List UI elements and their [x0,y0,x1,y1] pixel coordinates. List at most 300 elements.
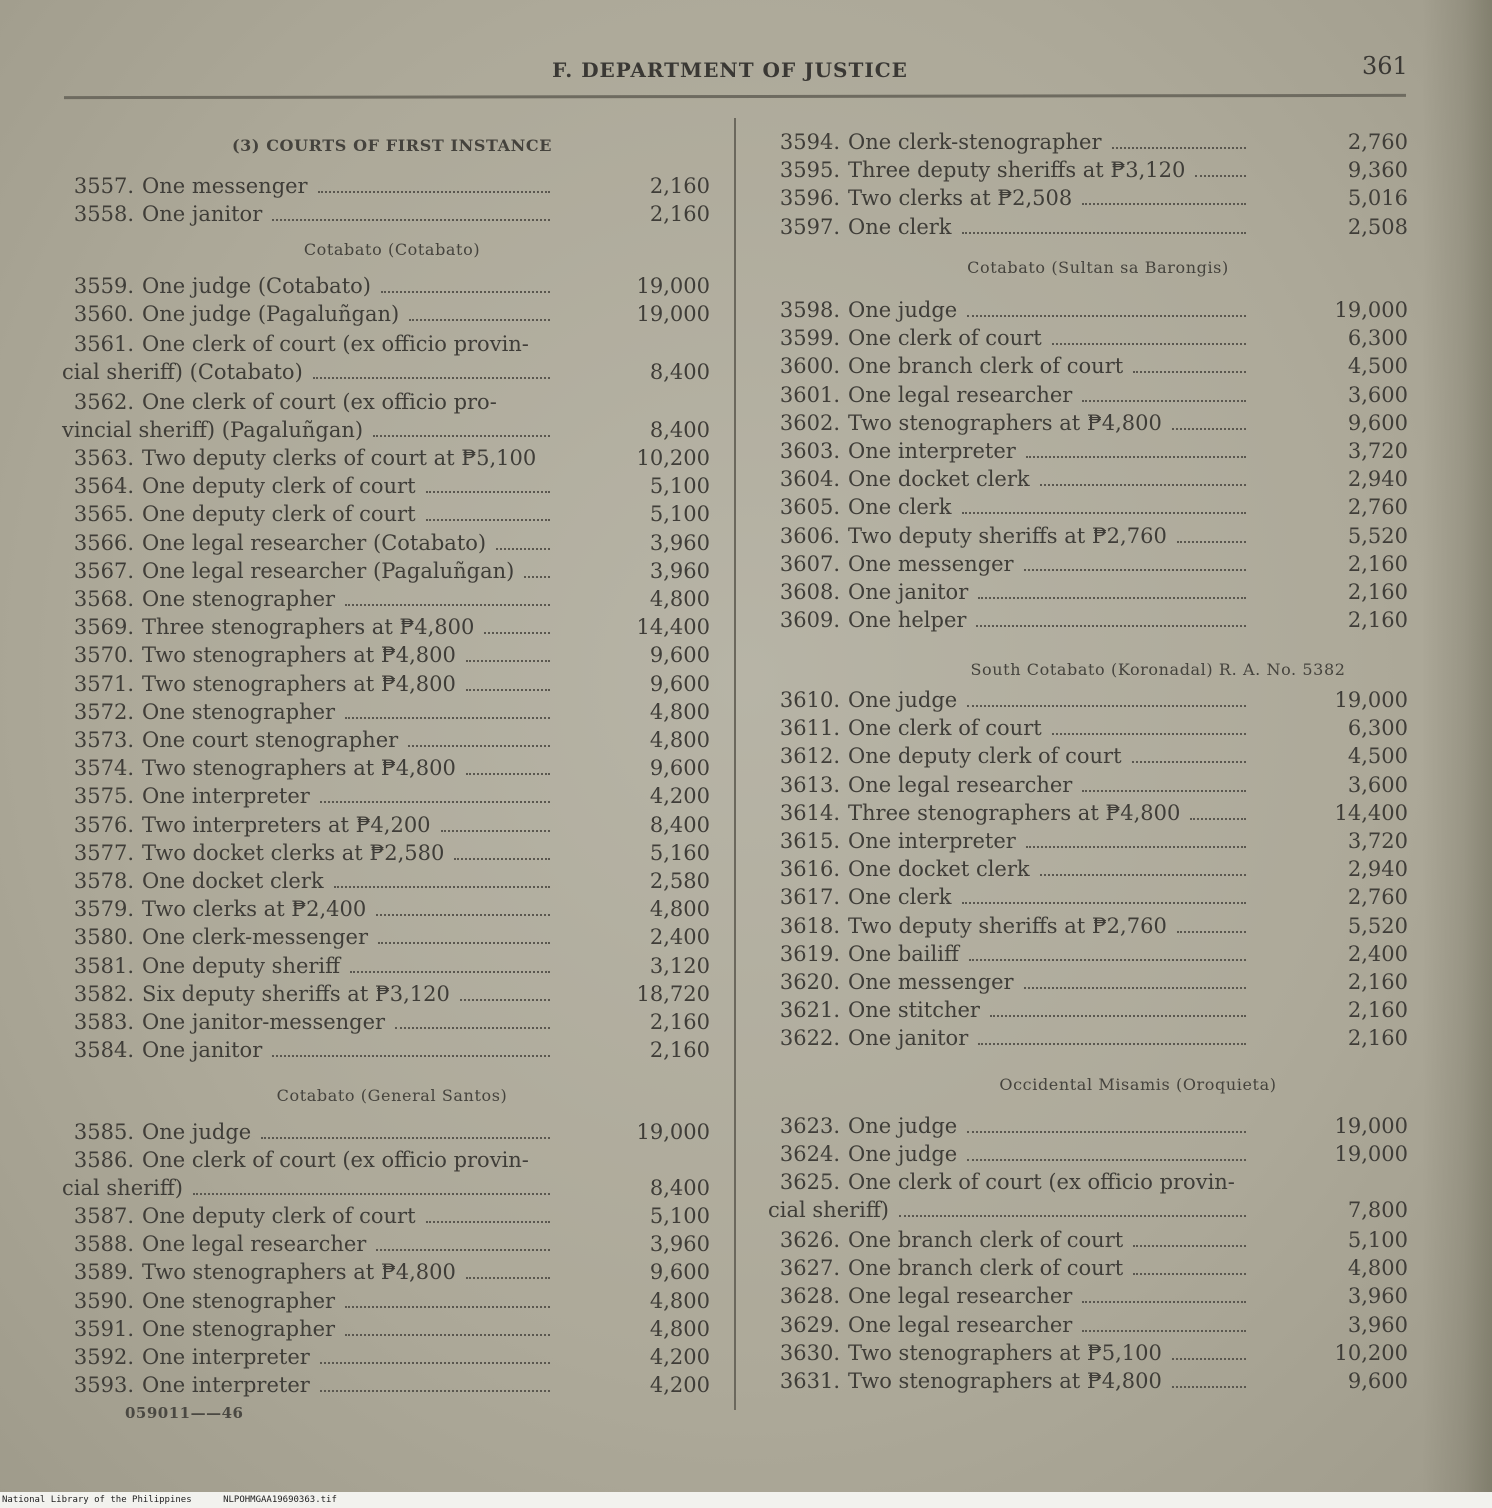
line-item [62,641,550,669]
item-description: Two stenographers at ₱4,800 [142,1260,456,1285]
dot-leader [967,1159,1246,1161]
dot-leader [967,705,1246,707]
item-description: One messenger [142,174,308,198]
item-amount: 2,160 [1347,1026,1408,1051]
dot-leader [1177,931,1246,933]
dot-leader [373,435,550,437]
line-item [62,1230,550,1258]
item-number: 3595. [779,158,840,183]
item-description: Three stenographers at ₱4,800 [142,615,475,640]
item-amount: 3,960 [649,1232,710,1257]
dot-leader [1172,428,1246,430]
item-number: 3564. [73,474,134,499]
item-description: One branch clerk of court [848,1256,1124,1281]
item-amount: 2,160 [649,174,710,198]
dot-leader [381,291,550,293]
line-item [62,1118,550,1146]
line-item [62,923,550,951]
item-description-line2: cial sheriff) [768,1198,889,1223]
item-amount: 3,120 [649,953,710,978]
line-item [62,272,550,300]
line-item [768,522,1246,550]
item-number: 3581. [73,953,134,978]
dot-leader [899,1215,1246,1217]
line-item [768,1168,1235,1196]
item-description: One branch clerk of court [848,1228,1124,1252]
item-amount: 8,400 [649,812,710,837]
dot-leader [1190,818,1246,820]
line-item [62,1146,529,1174]
item-description: Two deputy sheriffs at ₱2,760 [848,913,1167,938]
dot-leader [466,1277,550,1279]
item-number: 3601. [779,382,840,407]
item-description: One legal researcher [848,772,1073,797]
item-amount: 9,600 [1347,410,1408,435]
line-item [768,156,1246,184]
line-item [768,827,1246,855]
item-number: 3573. [73,728,134,752]
dot-leader [1172,1358,1246,1360]
item-amount: 3,600 [1347,382,1408,407]
line-item [768,324,1246,352]
item-number: 3589. [73,1260,134,1285]
item-number: 3615. [779,829,840,853]
line-item [62,980,550,1008]
line-item [768,550,1246,578]
item-description-continued [768,1196,1246,1224]
dot-leader [350,971,550,973]
dot-leader [261,1137,550,1139]
item-description: One judge (Pagaluñgan) [142,302,400,327]
item-description: One judge [848,1114,958,1138]
column-divider [734,118,736,1410]
item-amount: 2,940 [1347,467,1408,492]
item-number: 3596. [779,186,840,211]
item-amount: 9,600 [649,643,710,668]
line-item [62,1371,550,1399]
item-number: 3619. [779,941,840,966]
item-amount: 9,600 [649,671,710,696]
dot-leader [318,191,550,193]
dot-leader [345,1306,550,1308]
item-amount: 3,720 [1347,439,1408,463]
line-item [62,472,550,500]
dot-leader [1082,203,1246,205]
item-number: 3575. [73,784,134,809]
dot-leader [426,519,550,521]
item-amount: 3,600 [1347,772,1408,797]
item-description: One stitcher [848,998,980,1023]
item-number: 3565. [73,502,134,527]
item-number: 3597. [779,214,840,239]
line-item [768,940,1246,968]
line-item [768,1140,1246,1168]
dot-leader [1024,987,1246,989]
item-description: One clerk of court [848,326,1042,351]
line-item [62,1036,550,1064]
item-description: One legal researcher [848,382,1073,407]
line-item [768,578,1246,606]
line-item [62,782,550,810]
item-description: One docket clerk [848,467,1030,492]
item-description-continued [62,1174,550,1202]
item-number: 3567. [73,558,134,583]
dot-leader [460,999,550,1001]
dot-leader [976,625,1246,627]
item-number: 3582. [73,981,134,1006]
item-amount: 2,160 [649,202,710,227]
item-amount: 5,100 [1347,1228,1408,1252]
item-description: One clerk of court [848,716,1042,741]
item-number: 3604. [779,467,840,492]
item-description: One clerk-messenger [142,925,368,950]
dot-leader [378,942,550,944]
item-amount: 2,760 [1347,885,1408,910]
item-amount: 2,160 [1347,608,1408,633]
item-amount: 6,300 [1347,326,1408,351]
dot-leader [1082,790,1246,792]
dot-leader [454,858,550,860]
item-number: 3625. [779,1170,840,1194]
line-item [768,742,1246,770]
line-item [62,1202,550,1230]
item-description: One clerk of court (ex officio provin- [142,332,529,356]
line-item [768,883,1246,911]
dot-leader [969,959,1246,961]
item-number: 3593. [73,1373,134,1398]
item-description: One stenographer [142,699,336,724]
page-header-title: F. DEPARTMENT OF JUSTICE [552,58,908,82]
line-item [62,529,550,557]
section-heading: (3) COURTS OF FIRST INSTANCE [231,136,553,155]
item-description: Six deputy sheriffs at ₱3,120 [142,981,450,1006]
item-amount: 5,100 [649,1204,710,1228]
item-description: One messenger [848,551,1014,576]
item-number: 3617. [779,885,840,910]
dot-leader [978,1043,1246,1045]
dot-leader [1133,1245,1246,1247]
dot-leader [409,319,550,321]
item-number: 3585. [73,1120,134,1144]
item-number: 3608. [779,580,840,604]
item-number: 3560. [73,302,134,327]
item-amount: 3,720 [1347,829,1408,853]
line-item [768,128,1246,156]
line-item [768,714,1246,742]
dot-leader [320,1362,550,1364]
scan-credit [2,1495,363,1505]
item-description: Two docket clerks at ₱2,580 [142,840,445,865]
line-item [62,200,550,228]
item-amount: 2,160 [1347,580,1408,604]
line-item [768,1226,1246,1254]
item-number: 3576. [73,812,134,837]
item-description-line2: cial sheriff) [62,1176,183,1201]
item-description: One interpreter [142,1345,310,1369]
line-item [768,184,1246,212]
subhead-sultan-sa-barongis: Cotabato (Sultan sa Barongis) [967,258,1229,277]
item-description: One deputy clerk of court [142,502,416,527]
dot-leader [1052,343,1246,345]
dot-leader [1177,541,1246,543]
item-description: Two clerks at ₱2,400 [142,897,367,922]
item-amount: 9,600 [1347,1369,1408,1393]
dot-leader [345,717,550,719]
line-item [768,1024,1246,1052]
item-number: 3630. [779,1340,840,1365]
page-edge-shadow [1422,0,1492,1508]
item-amount: 4,500 [1347,354,1408,379]
item-description: One judge (Cotabato) [142,274,371,298]
line-item [62,839,550,867]
subhead-cotabato: Cotabato (Cotabato) [303,240,481,259]
line-item [768,799,1246,827]
item-number: 3558. [73,202,134,227]
item-amount: 19,000 [636,302,710,327]
item-number: 3578. [73,869,134,893]
item-number: 3568. [73,587,134,611]
item-amount: 2,940 [1347,857,1408,882]
line-item [768,213,1246,241]
line-item [62,172,550,200]
item-description: One clerk of court (ex officio provin- [848,1170,1235,1194]
dot-leader [272,1055,550,1057]
subhead-occidental-misamis: Occidental Misamis (Oroquieta) [999,1075,1277,1094]
dot-leader [466,660,550,662]
item-number: 3607. [779,551,840,576]
line-item [768,1254,1246,1282]
item-number: 3612. [779,744,840,769]
line-item [768,409,1246,437]
dot-leader [990,1015,1246,1017]
line-item [62,300,550,328]
item-amount: 4,500 [1347,744,1408,769]
dot-leader [441,830,550,832]
left-column [62,0,722,1508]
item-number: 3609. [779,608,840,633]
item-amount: 4,800 [649,1316,710,1341]
line-item [768,1282,1246,1310]
item-amount: 2,400 [1347,941,1408,966]
item-number: 3620. [779,970,840,994]
dot-leader [1082,1330,1246,1332]
dot-leader [1026,456,1246,458]
item-number: 3574. [73,756,134,781]
item-description: One clerk of court (ex officio pro- [142,390,497,414]
line-item [768,1339,1246,1367]
item-number: 3627. [779,1256,840,1281]
item-number: 3599. [779,326,840,351]
dot-leader [320,801,550,803]
dot-leader [334,886,550,888]
line-item [768,1367,1246,1395]
item-number: 3579. [73,897,134,922]
item-number: 3570. [73,643,134,668]
item-description: One janitor-messenger [142,1010,386,1034]
item-description: One janitor [142,202,263,227]
item-amount: 5,520 [1347,523,1408,548]
item-description: One janitor [848,1026,969,1051]
dot-leader [1133,1273,1246,1275]
item-number: 3610. [779,688,840,712]
library-credit: National Library of the Philippines [2,1495,192,1505]
item-number: 3586. [73,1148,134,1172]
line-item [768,686,1246,714]
line-item [768,771,1246,799]
item-description: One stenographer [142,1288,336,1313]
item-number: 3603. [779,439,840,463]
item-number: 3618. [779,913,840,938]
item-amount: 14,400 [636,615,710,640]
item-description: One court stenographer [142,728,399,752]
item-number: 3622. [779,1026,840,1051]
dot-leader [1040,874,1246,876]
item-description: One interpreter [848,829,1016,853]
line-item [62,1008,550,1036]
dot-leader [962,902,1246,904]
item-amount: 4,800 [1347,1256,1408,1281]
item-amount: 3,960 [1347,1284,1408,1309]
line-item [768,855,1246,883]
item-amount: 4,800 [649,587,710,611]
item-description: One deputy clerk of court [848,744,1122,769]
item-amount: 8,400 [649,360,710,385]
line-item [768,381,1246,409]
item-amount: 10,200 [636,446,710,470]
item-description: One docket clerk [142,869,324,893]
item-number: 3606. [779,523,840,548]
line-item [62,754,550,782]
item-number: 3626. [779,1228,840,1252]
item-amount: 2,580 [649,869,710,893]
print-code: 059011——46 [125,1404,244,1422]
dot-leader [962,232,1246,234]
line-item [62,952,550,980]
line-item [62,330,529,358]
dot-leader [1052,733,1246,735]
item-number: 3611. [779,716,840,741]
item-amount: 5,100 [649,502,710,527]
line-item [62,613,550,641]
dot-leader [496,548,550,550]
item-number: 3616. [779,857,840,882]
item-number: 3624. [779,1142,840,1167]
item-number: 3572. [73,699,134,724]
item-amount: 19,000 [636,1120,710,1144]
item-number: 3569. [73,615,134,640]
item-description: Three stenographers at ₱4,800 [848,800,1181,825]
page-number: 361 [1362,52,1408,80]
item-description: Two interpreters at ₱4,200 [142,812,431,837]
dot-leader [408,745,550,747]
item-number: 3629. [779,1312,840,1337]
dot-leader [484,632,550,634]
dot-leader [1024,569,1246,571]
item-amount: 8,400 [649,418,710,443]
item-amount: 9,360 [1347,158,1408,183]
dot-leader [978,597,1246,599]
item-amount: 3,960 [649,558,710,583]
line-item [768,352,1246,380]
item-description: One branch clerk of court [848,354,1124,379]
item-amount: 19,000 [636,274,710,298]
item-number: 3621. [779,998,840,1023]
item-amount: 14,400 [1334,800,1408,825]
item-amount: 4,800 [649,897,710,922]
line-item [62,1343,550,1371]
item-number: 3590. [73,1288,134,1313]
line-item [62,1258,550,1286]
item-description: One stenographer [142,1316,336,1341]
item-number: 3598. [779,298,840,322]
item-description: One legal researcher (Pagaluñgan) [142,558,515,583]
item-description: One deputy sheriff [142,953,341,978]
item-amount: 4,200 [649,1345,710,1369]
line-item [62,670,550,698]
dot-leader [967,315,1246,317]
item-number: 3584. [73,1038,134,1063]
line-item [62,895,550,923]
item-number: 3583. [73,1010,134,1034]
dot-leader [376,1249,550,1251]
item-number: 3562. [73,390,134,414]
item-amount: 4,200 [649,1373,710,1398]
item-amount: 18,720 [636,981,710,1006]
item-amount: 2,160 [649,1038,710,1063]
item-number: 3587. [73,1204,134,1228]
item-description: One legal researcher [848,1284,1073,1309]
item-amount: 19,000 [1334,688,1408,712]
dot-leader [1195,175,1246,177]
item-amount: 6,300 [1347,716,1408,741]
item-amount: 2,160 [1347,551,1408,576]
subhead-general-santos: Cotabato (General Santos) [276,1086,508,1105]
dot-leader [272,219,550,221]
item-description: One bailiff [848,941,959,966]
item-amount: 4,200 [649,784,710,809]
item-amount: 5,016 [1347,186,1408,211]
item-number: 3591. [73,1316,134,1341]
item-number: 3566. [73,530,134,555]
item-description: Two stenographers at ₱4,800 [142,671,456,696]
item-description: Two stenographers at ₱4,800 [142,756,456,781]
item-number: 3602. [779,410,840,435]
line-item [62,585,550,613]
item-number: 3600. [779,354,840,379]
item-amount: 3,960 [1347,1312,1408,1337]
item-amount: 2,760 [1347,130,1408,154]
item-number: 3623. [779,1114,840,1138]
dot-leader [962,512,1246,514]
item-amount: 2,160 [1347,998,1408,1023]
line-item [768,437,1246,465]
item-number: 3594. [779,130,840,154]
line-item [768,996,1246,1024]
dot-leader [376,914,550,916]
item-description: One janitor [848,580,969,604]
dot-leader [1172,1386,1246,1388]
dot-leader [193,1193,550,1195]
item-description: Three deputy sheriffs at ₱3,120 [848,158,1186,183]
dot-leader [1026,846,1246,848]
item-description-line2: cial sheriff) (Cotabato) [62,360,303,385]
line-item [768,606,1246,634]
item-description: One clerk [848,214,952,239]
dot-leader [1082,1301,1246,1303]
item-description: Two deputy clerks of court at ₱5,100 [142,446,537,470]
item-number: 3559. [73,274,134,298]
item-description: Two deputy sheriffs at ₱2,760 [848,523,1167,548]
